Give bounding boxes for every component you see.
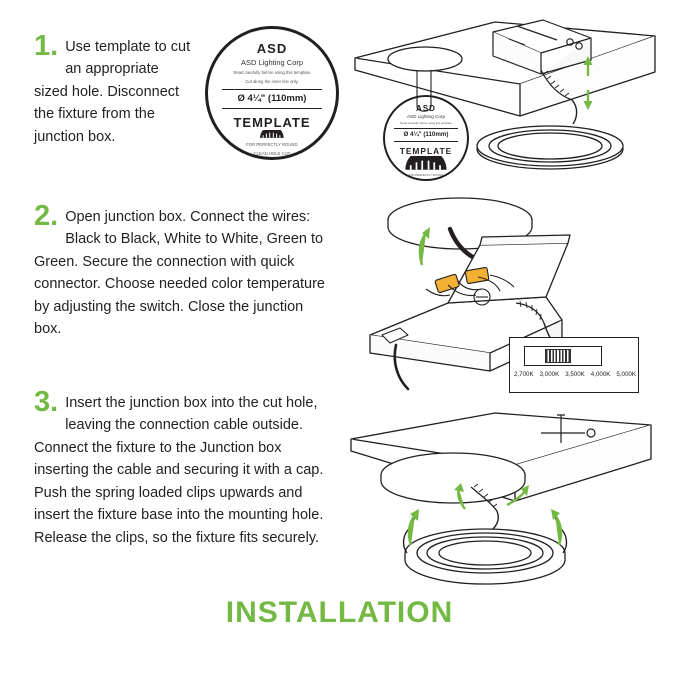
step-2-number: 2. <box>34 200 59 232</box>
cct-option-4: 5,000K <box>616 371 636 378</box>
disc-company-small: ASD Lighting Corp <box>406 114 446 119</box>
cct-option-2: 3,500K <box>565 371 585 378</box>
footer-title: INSTALLATION <box>225 596 454 629</box>
disc-note-top2-large: Cut along the inner line only. <box>245 79 299 85</box>
cct-option-1: 3,000K <box>539 371 560 378</box>
saw-blade-icon <box>236 130 308 139</box>
disc-diameter-large: Ø 4¼" (110mm) <box>237 92 307 104</box>
disc-brand-large: ASD <box>256 41 288 56</box>
disc-company-large: ASD Lighting Corp <box>240 58 304 67</box>
cct-option-3: 4,000K <box>590 371 611 378</box>
step-1 <box>34 30 194 148</box>
disc-label-large: TEMPLATE <box>233 115 311 131</box>
step-3 <box>34 386 326 549</box>
cct-switch-callout <box>509 337 639 393</box>
disc-note-bottom-small: FOR PERFECTLY ROUND <box>408 173 444 177</box>
step-3-text: Insert the junction box into the cut hole, leaving the connection cable outside. Connect the fixture to the Junction box inserting the cable and securing it with a cap. Push the spring loaded clips upwards and insert the fixture base into the mounting hole. Release the clips, so the fixture fits securely. <box>34 395 324 546</box>
step-1-text: Use template to cut an appropriate sized hole. Disconnect the fixture from the junction box. <box>34 39 191 145</box>
cct-option-labels <box>514 371 636 378</box>
diagram-step-3 <box>345 405 665 590</box>
cct-switch-body[interactable] <box>524 346 602 366</box>
cct-option-0: 2,700K <box>514 371 534 378</box>
disc-diameter-small: Ø 4¼" (110mm) <box>403 131 449 139</box>
disc-note-top-large: Read carefully before using this template. <box>233 70 311 75</box>
cct-slider-handle[interactable] <box>545 349 571 363</box>
step-2-text: Open junction box. Connect the wires: Black to Black, White to White, Green to Green. Secure the connection with quick connector. Choose needed color temperature by adjusting the switch. Close the junction box. <box>34 209 325 338</box>
disc-label-small: TEMPLATE <box>399 146 453 157</box>
diagram-step-1 <box>345 12 665 187</box>
step-3-number: 3. <box>34 386 59 418</box>
step-1-number: 1. <box>34 30 59 62</box>
disc-note-bottom-large: FOR PERFECTLY ROUND <box>246 141 298 147</box>
template-disc-large <box>205 26 339 160</box>
step-2 <box>34 200 326 341</box>
disc-note-bottom2-large: CLEAN HOLE CUT <box>253 151 291 156</box>
disc-note-top-small: Read carefully before using this template. <box>399 121 453 125</box>
disc-brand-small: ASD <box>416 104 436 113</box>
